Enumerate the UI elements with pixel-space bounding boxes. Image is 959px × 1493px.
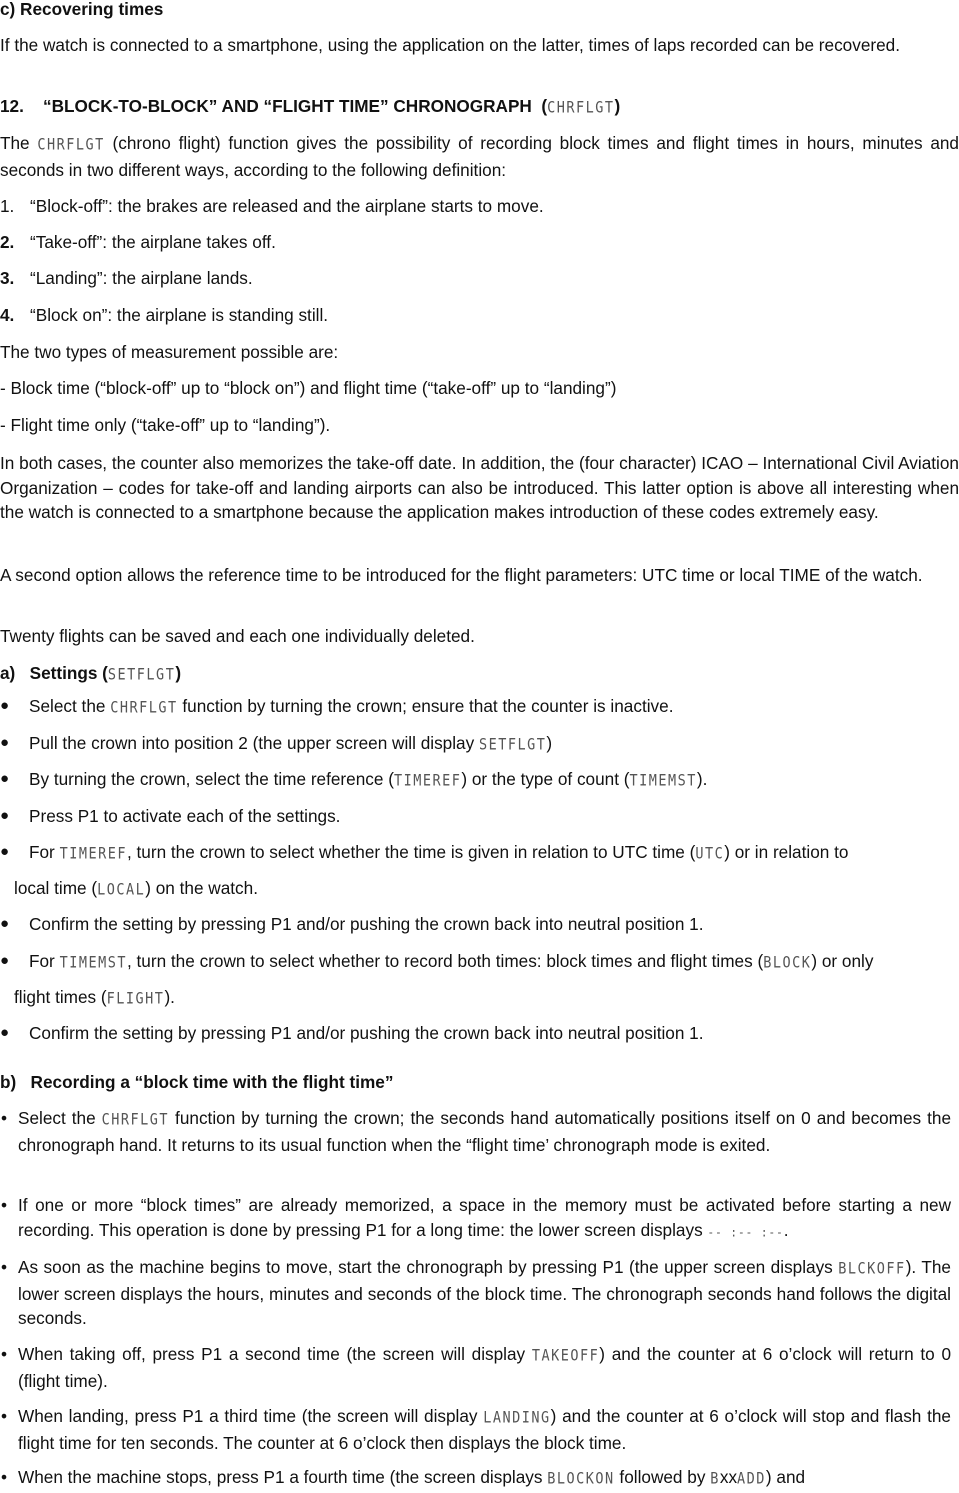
lcd-timeref: TIMEREF [59, 844, 127, 864]
bullet-dot: ● [0, 770, 10, 787]
section-c-title: c) Recovering times [0, 0, 164, 19]
recording-step: • Select the CHRFLGT function by turning the crown; the seconds hand automatically positions itself on 0 and becomes the chronograph hand. It returns to its usual function when the “flight time’ chronograph mode is exited. [1, 1108, 951, 1155]
bullet-dot: • [1, 1344, 8, 1364]
definition-item: 2. “Take-off”: the airplane takes off. [0, 232, 276, 252]
lcd-flight: FLIGHT [106, 989, 165, 1009]
lcd-chrflgt: CHRFLGT [110, 698, 178, 718]
lcd-setflgt: SETFLGT [107, 665, 176, 685]
section-b-title: b) Recording a “block time with the flight time” [0, 1072, 394, 1092]
lcd-chrflgt: CHRFLGT [37, 135, 105, 155]
bullet-dot: ● [0, 734, 10, 751]
bullet-dot: • [1, 1467, 8, 1487]
settings-bullet-continuation: local time (LOCAL) on the watch. [14, 876, 959, 903]
lcd-landing: LANDING [483, 1408, 551, 1428]
lcd-blockon: BLOCKON [547, 1469, 615, 1489]
lcd-block: BLOCK [763, 953, 812, 973]
lcd-utc: UTC [695, 844, 725, 864]
bullet-dot: • [1, 1195, 8, 1215]
section-a-title: a) Settings (SETFLGT) [0, 661, 959, 688]
lcd-add: ADD [737, 1469, 766, 1489]
settings-bullet: ● Confirm the setting by pressing P1 and/or pushing the crown back into neutral position 1. [0, 912, 959, 937]
bullet-dot: ● [0, 1024, 10, 1041]
bullet-dot: ● [0, 697, 10, 714]
bullet-dot: • [1, 1257, 8, 1277]
settings-bullet: ● Select the CHRFLGT function by turning the crown; ensure that the counter is inactive. [0, 694, 959, 721]
twenty-flights-paragraph: Twenty flights can be saved and each one individually deleted. [0, 626, 475, 646]
definition-item: 3. “Landing”: the airplane lands. [0, 268, 253, 288]
bullet-dot: ● [0, 807, 10, 824]
settings-bullet-continuation: flight times (FLIGHT). [14, 985, 959, 1012]
recording-step: • When taking off, press P1 a second time (the screen will display TAKEOFF) and the counter at 6 o’clock will return to 0 (flight time). [1, 1344, 952, 1391]
lcd-timemst: TIMEMST [59, 953, 127, 973]
bullet-dot: ● [0, 915, 10, 932]
lcd-takeoff: TAKEOFF [531, 1346, 600, 1366]
recording-step: • As soon as the machine begins to move, start the chronograph by pressing P1 (the upper screen displays BLCKOFF). The lower screen displays the hours, minutes and seconds of the block time. The chronograph seconds hand follows the digital seconds. [1, 1257, 951, 1328]
settings-bullet: ● By turning the crown, select the time reference (TIMEREF) or the type of count (TIMEMST). [0, 767, 959, 794]
types-item: - Flight time only (“take-off” up to “landing”). [0, 415, 331, 435]
settings-bullet: ● Confirm the setting by pressing P1 and/or pushing the crown back into neutral position 1. [0, 1021, 959, 1046]
settings-bullet: ● Pull the crown into position 2 (the upper screen will display SETFLGT) [0, 731, 959, 758]
intro-paragraph: The CHRFLGT (chrono flight) function gives the possibility of recording block times and flight times in hours, minutes and seconds in two different ways, according to the following definition: [0, 133, 959, 180]
types-intro: The two types of measurement possible are: [0, 342, 339, 362]
recording-step: • When landing, press P1 a third time (the screen will display LANDING) and the counter at 6 o’clock will stop and flash the flight time for ten seconds. The counter at 6 o’clock then displays the block time. [1, 1406, 951, 1453]
recording-step: • When the machine stops, press P1 a fourth time (the screen displays BLOCKON followed by BxxADD) and [0, 1465, 959, 1492]
lcd-b: B [710, 1469, 720, 1489]
settings-bullet: ● For TIMEREF, turn the crown to select whether the time is given in relation to UTC time (UTC) or in relation to [0, 840, 959, 867]
bullet-dot: • [1, 1406, 8, 1426]
lcd-blckoff: BLCKOFF [838, 1259, 906, 1279]
lcd-local: LOCAL [97, 880, 146, 900]
definition-item: 1. “Block-off”: the brakes are released and the airplane starts to move. [0, 196, 544, 216]
section-12-title: 12. “BLOCK-TO-BLOCK” AND “FLIGHT TIME” CHRONOGRAPH (CHRFLGT) [0, 94, 959, 121]
bullet-dot: ● [0, 843, 10, 860]
settings-bullet: ● For TIMEMST, turn the crown to select whether to record both times: block times and flight times (BLOCK) or only [0, 949, 959, 976]
reference-paragraph: A second option allows the reference time to be introduced for the flight parameters: UTC time or local TIME of the watch. [0, 565, 923, 585]
lcd-dashes: -- :-- :-- [707, 1224, 784, 1240]
settings-bullet: ● Press P1 to activate each of the settings. [0, 804, 959, 829]
bullet-dot: • [1, 1108, 8, 1128]
types-item: - Block time (“block-off” up to “block on”) and flight time (“take-off” up to “landing”) [0, 378, 617, 398]
lcd-timeref: TIMEREF [393, 771, 462, 791]
lcd-chrflgt: CHRFLGT [547, 98, 615, 118]
lcd-chrflgt: CHRFLGT [101, 1110, 170, 1130]
definition-item: 4. “Block on”: the airplane is standing still. [0, 305, 329, 325]
lcd-timemst: TIMEMST [629, 771, 697, 791]
lcd-setflgt: SETFLGT [478, 735, 547, 755]
icao-paragraph: In both cases, the counter also memorizes the take-off date. In addition, the (four character) ICAO – International Civil Aviation Organization – codes for take-off and landing airports can also be introduced. This latter option is above all interesting when the watch is connected to a smartphone because the application makes introduction of these codes extremely easy. [0, 453, 959, 522]
recording-step: • If one or more “block times” are already memorized, a space in the memory must be activated before starting a new recording. This operation is done by pressing P1 for a long time: the lower screen displays -- :-- :--. [0, 1193, 959, 1245]
section-c-body: If the watch is connected to a smartphone, using the application on the latter, times of laps recorded can be recovered. [0, 35, 901, 55]
bullet-dot: ● [0, 952, 10, 969]
